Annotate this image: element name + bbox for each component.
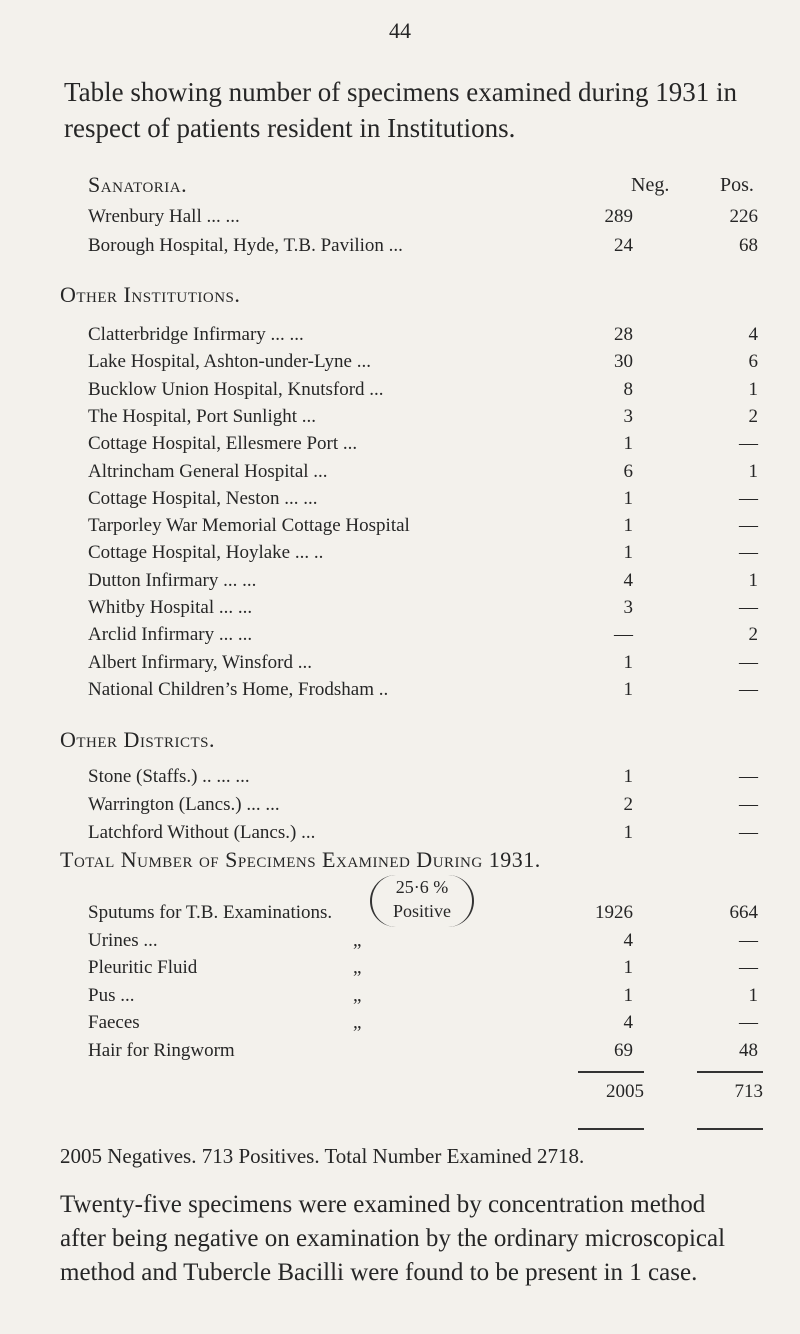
positive-count: — [739, 542, 758, 564]
table-row [88, 794, 758, 822]
positive-count: — [739, 1012, 758, 1033]
ditto-mark: „ [353, 957, 362, 978]
sum-positives: 713 [734, 1081, 763, 1102]
table-row [88, 570, 758, 598]
positive-count: 68 [739, 235, 758, 256]
positive-count: 2 [748, 624, 758, 646]
row-label: Wrenbury Hall ... ... [88, 206, 240, 227]
table-row [88, 515, 758, 543]
positive-count: — [739, 794, 758, 815]
negative-count: 1 [623, 487, 633, 509]
positive-count: 1 [748, 378, 758, 400]
pos-column-header: Pos. [720, 174, 754, 196]
sum-rule-pos [697, 1071, 763, 1073]
table-row [88, 985, 758, 1013]
negative-count: 30 [614, 351, 633, 373]
positive-count: 48 [739, 1039, 758, 1061]
ditto-mark: „ [353, 929, 362, 951]
negative-count: 1 [623, 651, 633, 673]
percent-value: 25·6 % [395, 877, 449, 897]
table-row [88, 235, 758, 263]
table-row [88, 324, 758, 352]
section-heading-other-districts: Other Districts. [60, 727, 215, 752]
table-row [88, 488, 758, 516]
sum-negatives: 2005 [606, 1081, 644, 1102]
row-label: Clatterbridge Infirmary ... ... [88, 324, 304, 345]
table-row [88, 957, 758, 985]
negative-count: 3 [623, 405, 633, 427]
row-label: Lake Hospital, Ashton-under-Lyne ... [88, 351, 371, 373]
ditto-mark: „ [353, 1012, 362, 1033]
sum-underline-neg [578, 1128, 644, 1130]
positive-count: 664 [729, 902, 758, 923]
table-row [88, 902, 758, 930]
negative-count: 1926 [595, 902, 633, 923]
negative-count: 28 [614, 324, 633, 345]
positive-count: — [739, 515, 758, 537]
body-paragraph: Twenty-five specimens were examined by concentration method after being negative on examination by the ordinary microscopical method and Tubercle Bacilli were found to be present in 1 case. [60, 1191, 726, 1286]
table-row [88, 461, 758, 489]
positive-count: 1 [748, 984, 758, 1006]
row-label: Dutton Infirmary ... ... [88, 569, 257, 591]
row-label: Cottage Hospital, Neston ... ... [88, 487, 318, 509]
table-row [88, 406, 758, 434]
table-row [88, 379, 758, 407]
negative-count: — [614, 624, 633, 646]
percent-label: Positive [392, 901, 451, 921]
page-number: 44 [389, 18, 411, 43]
section-heading-other-institutions: Other Institutions. [60, 282, 241, 307]
positive-count: — [739, 651, 758, 673]
positive-count: 1 [748, 460, 758, 482]
negative-count: 3 [623, 597, 633, 618]
table-row [88, 206, 758, 234]
positive-count: — [739, 766, 758, 787]
table-row [88, 930, 758, 958]
negative-count: 6 [623, 460, 633, 482]
ditto-mark: „ [353, 984, 362, 1006]
row-label: Cottage Hospital, Hoylake ... .. [88, 542, 324, 564]
positive-count: — [739, 487, 758, 509]
table-row [88, 624, 758, 652]
positive-count: — [739, 678, 758, 700]
positive-count: — [739, 929, 758, 951]
negative-count: 289 [604, 206, 633, 227]
row-label: Latchford Without (Lancs.) ... [88, 822, 316, 843]
negative-count: 1 [623, 515, 633, 537]
table-row [88, 1012, 758, 1040]
row-label: Albert Infirmary, Winsford ... [88, 651, 313, 673]
row-label: Tarporley War Memorial Cottage Hospital [88, 515, 410, 537]
sum-rule-neg [578, 1071, 644, 1073]
table-row [88, 679, 758, 707]
sum-underline-pos [697, 1128, 763, 1130]
page-title: Table showing number of specimens examined during 1931 in respect of patients resident in Institutions. [64, 77, 737, 143]
positive-count: 1 [748, 569, 758, 591]
negative-count: 8 [623, 378, 633, 400]
positive-count: — [739, 433, 758, 455]
table-row [88, 351, 758, 379]
table-row [88, 433, 758, 461]
section-heading-totals: Total Number of Specimens Examined During 1931. [60, 847, 541, 872]
negative-count: 4 [623, 569, 633, 591]
negative-count: 1 [623, 542, 633, 564]
row-label: Pleuritic Fluid [88, 957, 198, 978]
negative-count: 1 [623, 678, 633, 700]
section-heading-sanatoria: Sanatoria. [88, 172, 188, 197]
row-label: Faeces [88, 1012, 140, 1033]
row-label: The Hospital, Port Sunlight ... [88, 405, 316, 427]
row-label: Urines ... [88, 929, 158, 951]
row-label: Bucklow Union Hospital, Knutsford ... [88, 378, 384, 400]
negative-count: 4 [623, 929, 633, 951]
row-label: Cottage Hospital, Ellesmere Port ... [88, 433, 358, 455]
summary-line: 2005 Negatives. 713 Positives. Total Number Examined 2718. [60, 1144, 585, 1168]
row-label: Arclid Infirmary ... ... [88, 624, 253, 646]
row-label: Altrincham General Hospital ... [88, 460, 328, 482]
neg-column-header: Neg. [631, 174, 670, 196]
row-label: Warrington (Lancs.) ... ... [88, 794, 280, 815]
row-label: National Children’s Home, Frodsham .. [88, 678, 389, 700]
positive-count: 226 [729, 206, 758, 227]
positive-count: 2 [748, 405, 758, 427]
table-row [88, 766, 758, 794]
table-row [88, 597, 758, 625]
negative-count: 1 [623, 822, 633, 843]
table-row [88, 1040, 758, 1068]
negative-count: 1 [623, 433, 633, 455]
row-label: Borough Hospital, Hyde, T.B. Pavilion ... [88, 235, 403, 256]
negative-count: 1 [623, 957, 633, 978]
positive-count: 4 [748, 324, 758, 345]
positive-count: 6 [748, 351, 758, 373]
negative-count: 4 [623, 1012, 633, 1033]
row-label: Stone (Staffs.) .. ... ... [88, 766, 250, 787]
positive-count: — [739, 822, 758, 843]
negative-count: 1 [623, 984, 633, 1006]
row-label: Pus ... [88, 984, 135, 1006]
row-label: Sputums for T.B. Examinations. [88, 902, 333, 923]
table-row [88, 652, 758, 680]
negative-count: 24 [614, 235, 633, 256]
table-row [88, 822, 758, 850]
table-row [88, 542, 758, 570]
row-label: Hair for Ringworm [88, 1039, 235, 1061]
positive-count: — [739, 597, 758, 618]
row-label: Whitby Hospital ... ... [88, 597, 253, 618]
positive-count: — [739, 957, 758, 978]
negative-count: 1 [623, 766, 633, 787]
negative-count: 69 [614, 1039, 633, 1061]
negative-count: 2 [623, 794, 633, 815]
